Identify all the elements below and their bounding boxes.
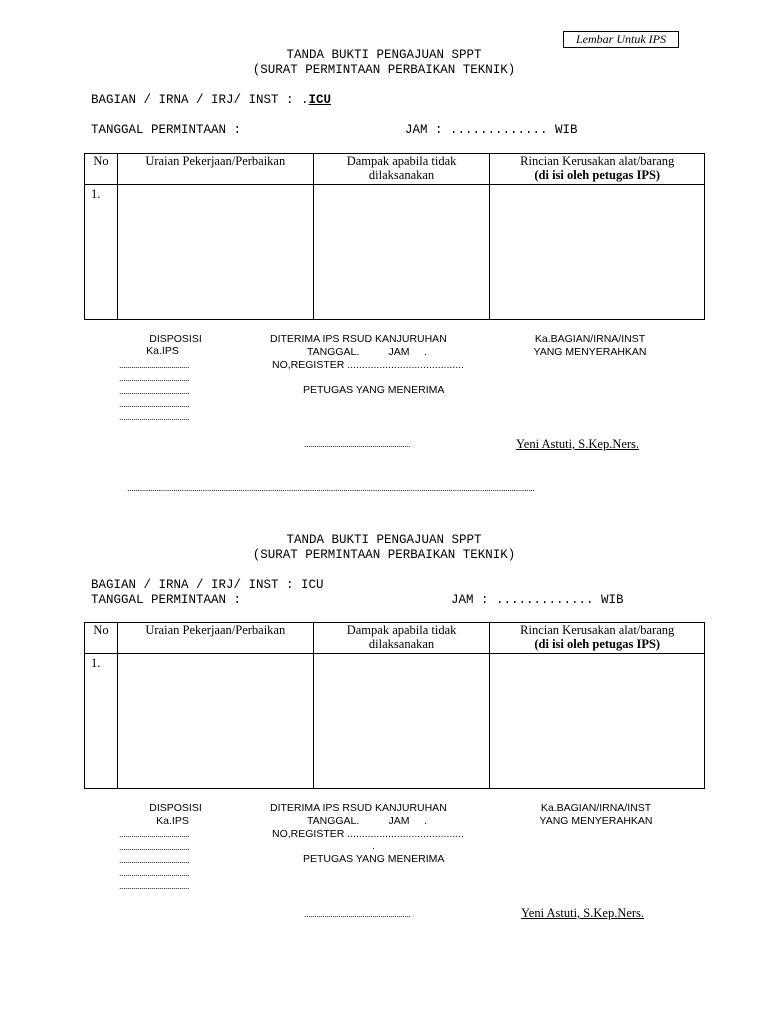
form1-disposisi-line-4: ................................... — [119, 399, 190, 409]
form2-disposisi-line-4: ................................... — [119, 868, 190, 878]
form2-table — [84, 622, 705, 789]
form2-dampak-cell[interactable] — [313, 654, 490, 789]
form1-diterima: DITERIMA IPS RSUD KANJURUHAN — [270, 333, 447, 345]
form1-col-no: No — [85, 154, 118, 185]
form2-petugas: PETUGAS YANG MENERIMA — [303, 853, 445, 865]
form2-signer: Yeni Astuti, S.Kep.Ners. — [521, 906, 645, 920]
form2-jam-label: JAM : ............. WIB — [451, 593, 624, 607]
form1-signer: Yeni Astuti, S.Kep.Ners. — [516, 437, 640, 451]
form1-ka-ips: Ka.IPS — [146, 345, 179, 357]
form1-col-rincian-text: Rincian Kerusakan alat/barang — [520, 154, 675, 168]
form1-col-rincian-note: (di isi oleh petugas IPS) — [534, 168, 661, 182]
form1-subtitle: (SURAT PERMINTAAN PERBAIKAN TEKNIK) — [252, 63, 516, 77]
form2-disposisi-line-1: ................................... — [119, 829, 190, 839]
form2-col-no: No — [85, 623, 118, 654]
form2-register: NO,REGISTER ........................................ — [272, 828, 464, 840]
form1-col-rincian — [490, 154, 705, 185]
form2-subtitle: (SURAT PERMINTAAN PERBAIKAN TEKNIK) — [252, 548, 516, 562]
form1-col-dampak — [313, 154, 490, 185]
form1-dampak-cell[interactable] — [313, 185, 490, 320]
form2-bagian-label: BAGIAN / IRNA / IRJ/ INST : ICU — [91, 578, 324, 592]
form2-tanggal-label: TANGGAL PERMINTAAN : — [91, 593, 242, 607]
form2-col-rincian-text: Rincian Kerusakan alat/barang — [520, 623, 675, 637]
form2-col-rincian — [490, 623, 705, 654]
form2-register-dot: . — [372, 840, 375, 852]
form2-diterima: DITERIMA IPS RSUD KANJURUHAN — [270, 802, 447, 814]
form1-petugas: PETUGAS YANG MENERIMA — [303, 384, 445, 396]
form1-signature-line: ..................................................... — [304, 439, 411, 449]
form2-col-dampak — [313, 623, 490, 654]
form2-disposisi-line-5: ................................... — [119, 881, 190, 891]
form2-tanggal-jam: TANGGAL. JAM . — [307, 815, 427, 827]
form1-bagian-field — [91, 93, 331, 108]
form1-tanggal-jam: TANGGAL. JAM . — [307, 346, 427, 358]
form1-ka-bagian: Ka.BAGIAN/IRNA/INST — [534, 333, 646, 345]
form1-disposisi-line-2: ................................... — [119, 373, 190, 383]
form1-yang-menyerahkan: YANG MENYERAHKAN — [533, 346, 647, 358]
sheet-tag: Lembar Untuk IPS — [563, 31, 679, 48]
form1-bagian-value: ICU — [308, 93, 332, 107]
form2-col-dampak-text: Dampak apabila tidak dilaksanakan — [346, 623, 457, 651]
form2-ka-ips: Ka.IPS — [156, 815, 189, 827]
form1-disposisi: DISPOSISI — [149, 333, 202, 345]
form1-uraian-cell[interactable] — [117, 185, 313, 320]
form1-bagian-label: BAGIAN / IRNA / IRJ/ INST : . — [91, 93, 309, 107]
form2-signature-line: ..................................................... — [304, 909, 411, 919]
form1-register: NO,REGISTER ........................................ — [272, 359, 464, 371]
form2-col-rincian-note: (di isi oleh petugas IPS) — [534, 637, 661, 651]
form1-title: TANDA BUKTI PENGAJUAN SPPT — [286, 48, 482, 62]
form2-row-no: 1. — [85, 654, 118, 789]
form1-disposisi-line-5: ................................... — [119, 412, 190, 422]
cut-separator: .................................................................................................................................................................................................. — [127, 483, 535, 493]
form1-disposisi-line-3: ................................... — [119, 386, 190, 396]
form1-rincian-cell[interactable] — [490, 185, 705, 320]
form1-disposisi-line-1: ................................... — [119, 360, 190, 370]
form2-col-uraian: Uraian Pekerjaan/Perbaikan — [117, 623, 313, 654]
form1-col-dampak-text: Dampak apabila tidak dilaksanakan — [346, 154, 457, 182]
form1-table — [84, 153, 705, 320]
form2-title: TANDA BUKTI PENGAJUAN SPPT — [286, 533, 482, 547]
form1-tanggal-label: TANGGAL PERMINTAAN : — [91, 123, 242, 137]
form1-row-no: 1. — [85, 185, 118, 320]
form2-yang-menyerahkan: YANG MENYERAHKAN — [539, 815, 653, 827]
form1-jam-label: JAM : ............. WIB — [405, 123, 578, 137]
form2-rincian-cell[interactable] — [490, 654, 705, 789]
form2-uraian-cell[interactable] — [117, 654, 313, 789]
form2-disposisi: DISPOSISI — [149, 802, 202, 814]
form1-col-uraian: Uraian Pekerjaan/Perbaikan — [117, 154, 313, 185]
form2-ka-bagian: Ka.BAGIAN/IRNA/INST — [540, 802, 652, 814]
form2-disposisi-line-2: ................................... — [119, 842, 190, 852]
form2-disposisi-line-3: ................................... — [119, 855, 190, 865]
